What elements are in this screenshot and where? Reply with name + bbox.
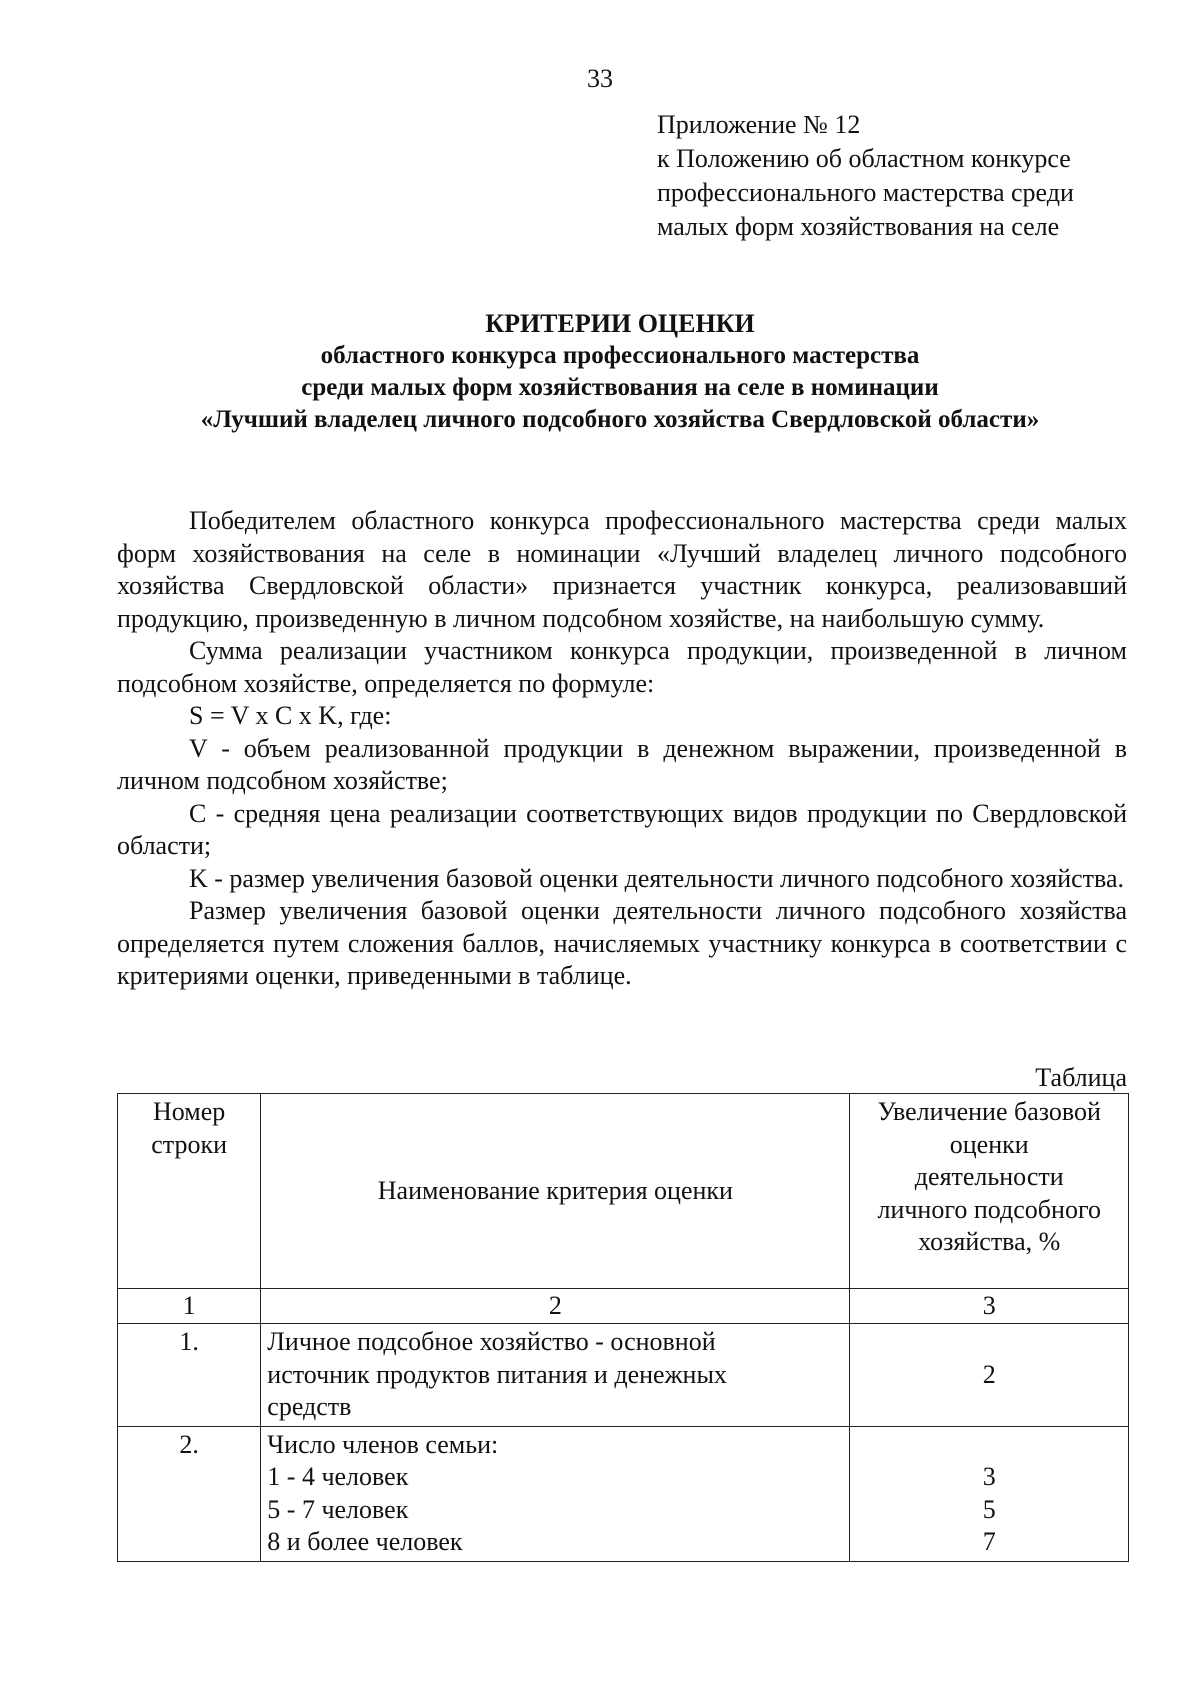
header-increase [850, 1094, 1129, 1289]
criterion-value: 5 [982, 1494, 996, 1524]
table-row [118, 1324, 1129, 1427]
page-number: 33 [587, 64, 613, 93]
spacer [856, 1429, 1122, 1462]
header-text: личного подсобного [877, 1194, 1101, 1224]
column-index-row [118, 1289, 1129, 1324]
definition-v: V - объем реализованной продукции в денежном выражении, произведенной в личном подсобном хозяйстве; [117, 733, 1127, 795]
criterion-text: источник продуктов питания и денежных [267, 1359, 727, 1389]
criterion-option: 8 и более человек [267, 1527, 463, 1556]
criterion-value: 3 [982, 1462, 996, 1491]
body-text [117, 505, 1127, 993]
appendix-line: малых форм хозяйствования на селе [657, 212, 1060, 241]
document-title [60, 308, 1180, 436]
column-index: 1 [118, 1289, 261, 1324]
criterion-text: Число членов семьи: [267, 1429, 499, 1459]
criterion-value: 7 [982, 1527, 996, 1556]
header-text: Номер [153, 1097, 226, 1126]
appendix-line: профессионального мастерства среди [657, 178, 1074, 207]
header-text: строки [151, 1129, 228, 1159]
title-main: КРИТЕРИИ ОЦЕНКИ [485, 309, 755, 338]
definition-k: K - размер увеличения базовой оценки деятельности личного подсобного хозяйства. [189, 863, 1124, 893]
table-row [118, 1426, 1129, 1561]
criterion-option: 5 - 7 человек [267, 1494, 409, 1524]
criterion-text: Личное подсобное хозяйство - основной [267, 1327, 716, 1356]
paragraph-sum: Сумма реализации участником конкурса продукции, произведенной в личном подсобном хозяйстве, определяется по формуле: [117, 636, 1127, 698]
criterion-text: средств [267, 1392, 352, 1421]
criteria-table [117, 1093, 1129, 1562]
header-text: оценки [949, 1129, 1029, 1159]
column-index: 2 [261, 1289, 850, 1324]
paragraph-increase: Размер увеличения базовой оценки деятельности личного подсобного хозяйства определяется путем сложения баллов, начисляемых участнику конкурса в соответствии с критериями оценки, приведенными в таблице. [117, 896, 1127, 990]
header-text: деятельности [914, 1162, 1064, 1191]
formula: S = V x C x K, где: [189, 701, 392, 730]
header-criterion-name: Наименование критерия оценки [261, 1094, 850, 1289]
table-caption: Таблица [1035, 1063, 1127, 1092]
title-line: «Лучший владелец личного подсобного хозяйства Свердловской области» [200, 406, 1040, 433]
title-line: среди малых форм хозяйствования на селе в номинации [301, 374, 939, 401]
header-row-number [118, 1094, 261, 1289]
definition-c: C - средняя цена реализации соответствующих видов продукции по Свердловской области; [117, 798, 1127, 860]
criterion-name [261, 1426, 850, 1561]
criterion-name [261, 1324, 850, 1427]
column-index: 3 [850, 1289, 1129, 1324]
criterion-option: 1 - 4 человек [267, 1462, 409, 1491]
criterion-value: 2 [850, 1324, 1129, 1427]
paragraph-winner: Победителем областного конкурса профессионального мастерства среди малых форм хозяйствования на селе в номинации «Лучший владелец личного подсобного хозяйства Свердловской области» признается участник конкурса, реализовавший продукцию, произведенную в личном подсобном хозяйстве, на наибольшую сумму. [117, 506, 1127, 633]
appendix-line: Приложение № 12 [657, 110, 861, 139]
appendix-line: к Положению об областном конкурсе [657, 144, 1071, 173]
criterion-values [850, 1426, 1129, 1561]
header-text: Увеличение базовой [877, 1097, 1101, 1126]
appendix-reference [657, 108, 1177, 244]
table-header-row [118, 1094, 1129, 1289]
header-text: хозяйства, % [918, 1227, 1061, 1256]
title-line: областного конкурса профессионального мастерства [320, 342, 920, 369]
row-number: 2. [118, 1426, 261, 1561]
row-number: 1. [118, 1324, 261, 1427]
